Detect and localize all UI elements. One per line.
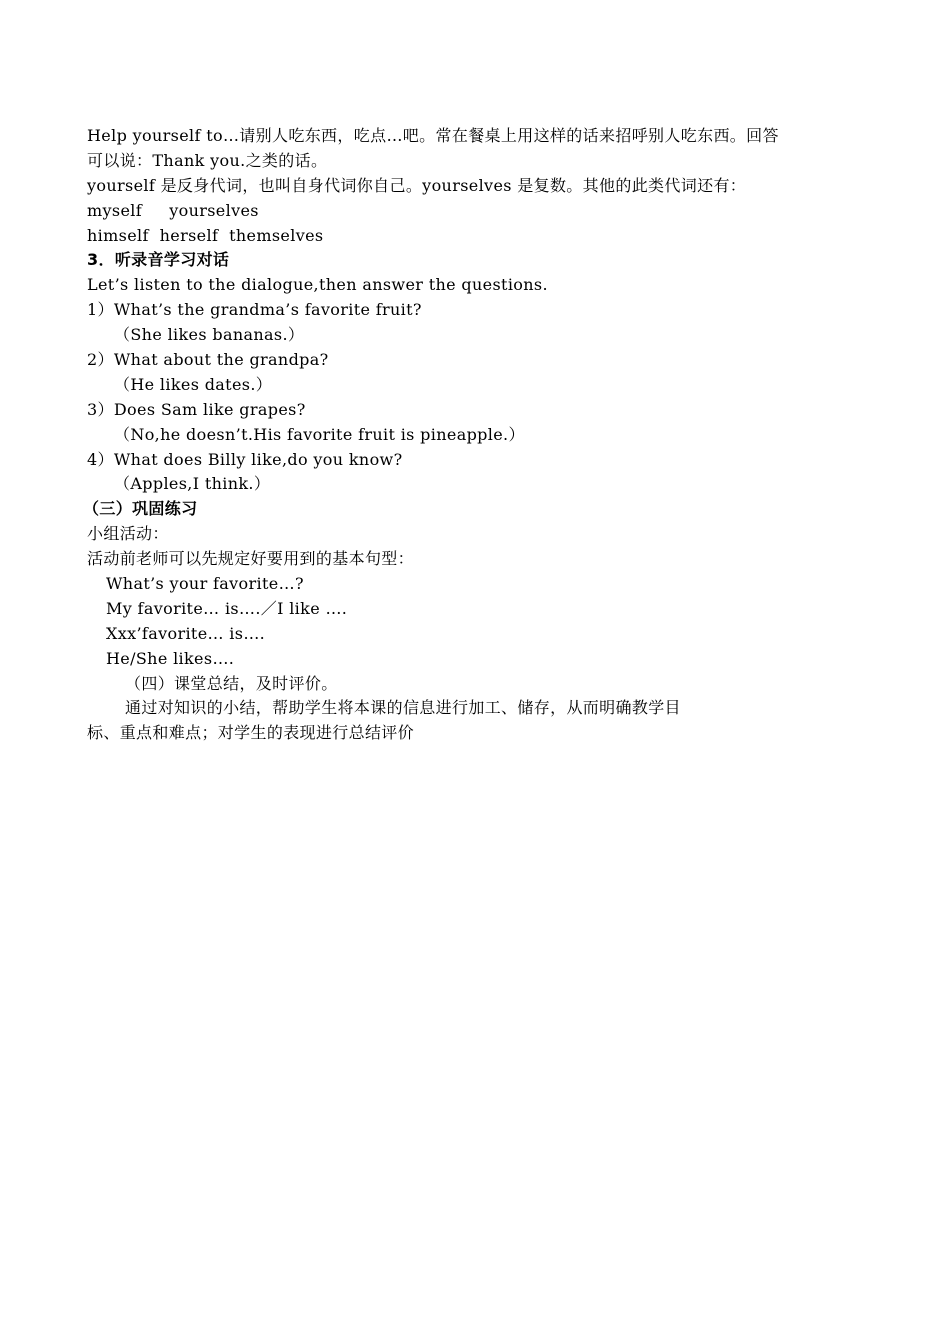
text-line: 活动前老师可以先规定好要用到的基本句型： <box>87 549 415 569</box>
text-line: 小组活动： <box>87 524 169 544</box>
answer-1: （She likes bananas.） <box>114 325 305 345</box>
answer-3: （No,he doesn’t.His favorite fruit is pineapple.） <box>114 424 525 444</box>
sentence-pattern-2: My favorite… is….／I like …. <box>106 598 348 618</box>
sentence-pattern-1: What’s your favorite…? <box>106 574 304 594</box>
summary-line-2: 标、重点和难点；对学生的表现进行总结评价 <box>87 723 415 743</box>
text-line: Let’s listen to the dialogue,then answer the questions. <box>87 275 548 295</box>
text-line: myself yourselves <box>87 200 259 220</box>
question-4: 4）What does Billy like,do you know? <box>87 449 403 469</box>
text-line: 可以说：Thank you.之类的话。 <box>87 150 328 170</box>
section-heading-san: （三）巩固练习 <box>83 499 198 519</box>
question-3: 3）Does Sam like grapes? <box>87 399 306 419</box>
sentence-pattern-3: Xxx’favorite… is…. <box>106 623 266 643</box>
answer-4: （Apples,I think.） <box>114 474 271 494</box>
section-heading-si: （四）课堂总结，及时评价。 <box>125 673 338 693</box>
text-line: Help yourself to…请别人吃东西，吃点…吧。常在餐桌上用这样的话来招呼别人吃东西。回答 <box>87 126 779 145</box>
answer-2: （He likes dates.） <box>114 374 273 394</box>
summary-line-1: 通过对知识的小结，帮助学生将本课的信息进行加工、储存，从而明确教学目 <box>125 698 681 718</box>
sentence-pattern-4: He/She likes…. <box>106 648 235 668</box>
text-line: himself herself themselves <box>87 225 324 245</box>
section-heading-3: 3．听录音学习对话 <box>87 250 230 270</box>
question-2: 2）What about the grandpa? <box>87 350 329 370</box>
document-page <box>83 124 887 746</box>
question-1: 1）What’s the grandma’s favorite fruit? <box>87 300 422 320</box>
text-line: yourself 是反身代词，也叫自身代词你自己。yourselves 是复数。其他的此类代词还有： <box>87 175 747 195</box>
